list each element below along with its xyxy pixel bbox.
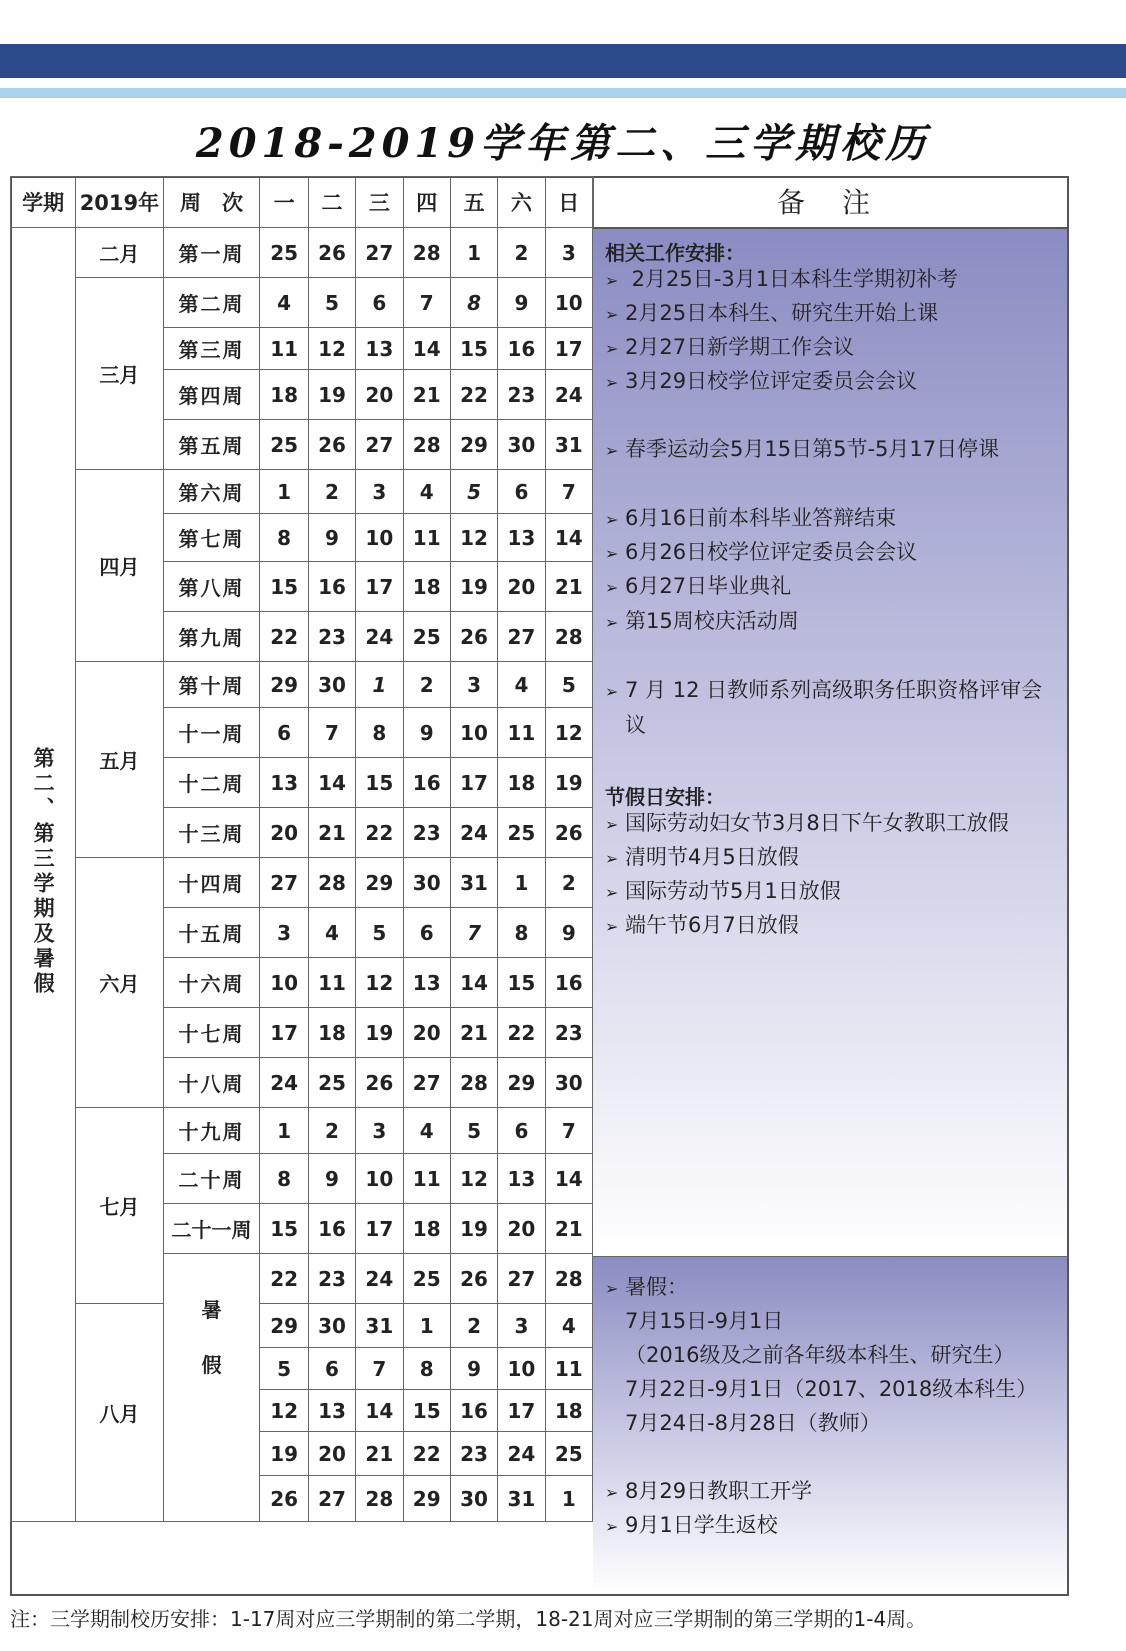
day-cell: 24 xyxy=(260,1058,308,1108)
arrow-icon: ➢ xyxy=(605,883,619,902)
week-label: 十一周 xyxy=(163,708,260,758)
day-cell: 23 xyxy=(308,612,355,662)
day-cell: 20 xyxy=(403,1008,450,1058)
day-cell: 12 xyxy=(545,708,592,758)
header-day-thu: 四 xyxy=(403,177,450,228)
day-cell: 21 xyxy=(545,562,592,612)
day-cell: 30 xyxy=(403,858,450,908)
day-cell: 8 xyxy=(498,908,545,958)
calendar-body xyxy=(11,228,593,1522)
header-day-sun: 日 xyxy=(545,177,592,228)
day-cell: 7 xyxy=(356,1348,403,1390)
day-cell: 14 xyxy=(403,328,450,370)
week-label: 第八周 xyxy=(163,562,260,612)
month-cell: 二月 xyxy=(76,228,163,278)
calendar-table xyxy=(10,176,593,1522)
day-cell: 27 xyxy=(356,228,403,278)
day-cell: 20 xyxy=(498,1204,545,1254)
week-label: 十五周 xyxy=(163,908,260,958)
day-cell: 10 xyxy=(545,278,592,328)
arrow-icon: ➢ xyxy=(605,1517,619,1536)
holiday-item: ➢ 清明节4月5日放假 xyxy=(605,845,799,869)
week-label: 十七周 xyxy=(163,1008,260,1058)
day-cell: 16 xyxy=(403,758,450,808)
day-cell: 20 xyxy=(498,562,545,612)
day-cell: 26 xyxy=(450,612,497,662)
header-day-mon: 一 xyxy=(260,177,308,228)
day-cell: 19 xyxy=(260,1432,308,1476)
day-cell: 17 xyxy=(356,562,403,612)
holiday-item: ➢ 国际劳动节5月1日放假 xyxy=(605,879,841,903)
day-cell: 28 xyxy=(545,1254,592,1304)
day-cell: 8 xyxy=(403,1348,450,1390)
work-item: ➢ 6月26日校学位评定委员会会议 xyxy=(605,540,918,564)
day-cell: 3 xyxy=(356,1108,403,1154)
day-cell: 10 xyxy=(356,1154,403,1204)
day-cell: 26 xyxy=(356,1058,403,1108)
day-cell: 6 xyxy=(403,908,450,958)
day-cell: 29 xyxy=(356,858,403,908)
day-cell: 29 xyxy=(498,1058,545,1108)
day-cell: 9 xyxy=(545,908,592,958)
day-cell: 10 xyxy=(356,514,403,562)
header-day-tue: 二 xyxy=(308,177,355,228)
day-cell: 19 xyxy=(545,758,592,808)
summer-cell xyxy=(163,1254,260,1522)
summer-label-1: 暑 xyxy=(201,1298,222,1322)
day-cell: 4 xyxy=(403,1108,450,1154)
day-cell: 1 xyxy=(403,1304,450,1348)
day-cell: 11 xyxy=(403,514,450,562)
remarks-panel-main xyxy=(593,229,1069,1257)
day-cell: 30 xyxy=(450,1476,497,1522)
day-cell: 6 xyxy=(308,1348,355,1390)
day-cell: 9 xyxy=(403,708,450,758)
week-label: 第二周 xyxy=(163,278,260,328)
day-cell: 1 xyxy=(260,470,308,514)
day-cell: 16 xyxy=(498,328,545,370)
day-cell: 31 xyxy=(498,1476,545,1522)
day-cell: 17 xyxy=(545,328,592,370)
day-cell: 3 xyxy=(545,228,592,278)
week-label: 二十周 xyxy=(163,1154,260,1204)
day-cell: 25 xyxy=(260,420,308,470)
day-cell: 13 xyxy=(356,328,403,370)
day-cell: 26 xyxy=(308,420,355,470)
arrow-icon: ➢ xyxy=(605,849,619,868)
day-cell: 4 xyxy=(260,278,308,328)
day-cell: 25 xyxy=(403,612,450,662)
work-item: ➢ 第15周校庆活动周 xyxy=(605,609,799,633)
day-cell: 26 xyxy=(545,808,592,858)
summer-item: ➢ 8月29日教职工开学 xyxy=(605,1479,813,1503)
day-cell: 21 xyxy=(450,1008,497,1058)
day-cell: 13 xyxy=(498,1154,545,1204)
day-cell: 16 xyxy=(308,1204,355,1254)
term-label: 第二、第三学期及暑假 xyxy=(31,747,56,997)
day-cell: 24 xyxy=(545,370,592,420)
arrow-icon: ➢ xyxy=(605,613,619,632)
day-cell: 10 xyxy=(450,708,497,758)
term-cell xyxy=(11,228,76,1522)
day-cell: 28 xyxy=(403,420,450,470)
week-row xyxy=(11,1108,593,1154)
day-cell: 22 xyxy=(260,612,308,662)
week-row xyxy=(11,662,593,708)
day-cell: 28 xyxy=(356,1476,403,1522)
week-label: 十八周 xyxy=(163,1058,260,1108)
day-cell: 30 xyxy=(545,1058,592,1108)
arrow-icon: ➢ xyxy=(605,917,619,936)
day-cell: 18 xyxy=(308,1008,355,1058)
day-cell: 25 xyxy=(260,228,308,278)
day-cell: 1 xyxy=(545,1476,592,1522)
week-row xyxy=(11,278,593,328)
day-cell: 15 xyxy=(356,758,403,808)
day-cell: 20 xyxy=(260,808,308,858)
arrow-icon: ➢ xyxy=(605,1483,619,1502)
day-cell: 1 xyxy=(260,1108,308,1154)
arrow-icon: ➢ xyxy=(605,682,619,701)
day-cell: 20 xyxy=(356,370,403,420)
day-cell: 13 xyxy=(260,758,308,808)
summer-item: ➢ 9月1日学生返校 xyxy=(605,1513,778,1537)
day-cell: 2 xyxy=(308,1108,355,1154)
day-cell: 23 xyxy=(450,1432,497,1476)
day-cell: 4 xyxy=(403,470,450,514)
header-week: 周 次 xyxy=(163,177,260,228)
day-cell: 12 xyxy=(450,1154,497,1204)
week-label: 十九周 xyxy=(163,1108,260,1154)
day-cell: 18 xyxy=(545,1390,592,1432)
day-cell: 14 xyxy=(545,514,592,562)
day-cell: 7 xyxy=(545,470,592,514)
day-cell: 22 xyxy=(356,808,403,858)
arrow-icon: ➢ xyxy=(605,339,619,358)
day-cell: 21 xyxy=(356,1432,403,1476)
top-light-band xyxy=(0,88,1126,98)
day-cell: 18 xyxy=(498,758,545,808)
month-cell: 七月 xyxy=(76,1108,163,1304)
day-cell: 1 xyxy=(498,858,545,908)
arrow-icon: ➢ xyxy=(605,305,619,324)
day-cell: 26 xyxy=(450,1254,497,1304)
week-label: 第九周 xyxy=(163,612,260,662)
day-cell: 13 xyxy=(403,958,450,1008)
day-cell: 25 xyxy=(545,1432,592,1476)
day-cell: 21 xyxy=(545,1204,592,1254)
summer-line: 7月24日-8月28日（教师） xyxy=(625,1411,881,1435)
week-label: 第十周 xyxy=(163,662,260,708)
week-label: 第七周 xyxy=(163,514,260,562)
day-cell: 4 xyxy=(498,662,545,708)
work-item: ➢ 6月16日前本科毕业答辩结束 xyxy=(605,506,897,530)
day-cell: 28 xyxy=(450,1058,497,1108)
day-cell: 23 xyxy=(498,370,545,420)
day-cell: 24 xyxy=(450,808,497,858)
day-cell: 5 xyxy=(356,908,403,958)
week-row xyxy=(11,228,593,278)
day-cell: 5 xyxy=(260,1348,308,1390)
day-cell: 17 xyxy=(356,1204,403,1254)
day-cell: 30 xyxy=(308,662,355,708)
day-cell: 17 xyxy=(450,758,497,808)
month-cell: 八月 xyxy=(76,1304,163,1522)
day-cell: 8 xyxy=(356,708,403,758)
week-row xyxy=(11,1304,593,1348)
arrow-icon: ➢ xyxy=(605,815,619,834)
week-label: 第五周 xyxy=(163,420,260,470)
work-item: ➢ 春季运动会5月15日第5节-5月17日停课 xyxy=(605,437,1000,461)
day-cell: 1 xyxy=(356,662,403,708)
day-cell: 28 xyxy=(545,612,592,662)
day-cell: 24 xyxy=(356,1254,403,1304)
day-cell: 27 xyxy=(356,420,403,470)
day-cell: 2 xyxy=(450,1304,497,1348)
holiday-item: ➢ 端午节6月7日放假 xyxy=(605,913,799,937)
arrow-icon: ➢ xyxy=(605,441,619,460)
week-label: 二十一周 xyxy=(163,1204,260,1254)
day-cell: 19 xyxy=(450,1204,497,1254)
day-cell: 9 xyxy=(308,514,355,562)
day-cell: 5 xyxy=(450,1108,497,1154)
day-cell: 26 xyxy=(260,1476,308,1522)
day-cell: 7 xyxy=(308,708,355,758)
day-cell: 14 xyxy=(450,958,497,1008)
day-cell: 14 xyxy=(356,1390,403,1432)
day-cell: 17 xyxy=(498,1390,545,1432)
day-cell: 1 xyxy=(450,228,497,278)
day-cell: 29 xyxy=(260,1304,308,1348)
arrow-icon: ➢ xyxy=(605,373,619,392)
day-cell: 2 xyxy=(498,228,545,278)
day-cell: 23 xyxy=(403,808,450,858)
day-cell: 11 xyxy=(403,1154,450,1204)
day-cell: 9 xyxy=(498,278,545,328)
day-cell: 15 xyxy=(260,1204,308,1254)
day-cell: 3 xyxy=(356,470,403,514)
header-day-wed: 三 xyxy=(356,177,403,228)
week-row xyxy=(11,470,593,514)
arrow-icon: ➢ xyxy=(605,1279,619,1298)
day-cell: 4 xyxy=(545,1304,592,1348)
day-cell: 3 xyxy=(450,662,497,708)
work-item-continued: 议 xyxy=(625,713,646,737)
day-cell: 29 xyxy=(260,662,308,708)
arrow-icon: ➢ xyxy=(605,544,619,563)
day-cell: 4 xyxy=(308,908,355,958)
remarks-header: 备 注 xyxy=(593,176,1069,229)
day-cell: 5 xyxy=(308,278,355,328)
day-cell: 7 xyxy=(545,1108,592,1154)
arrow-icon: ➢ xyxy=(605,578,619,597)
day-cell: 19 xyxy=(356,1008,403,1058)
day-cell: 22 xyxy=(260,1254,308,1304)
day-cell: 27 xyxy=(498,1254,545,1304)
day-cell: 18 xyxy=(260,370,308,420)
day-cell: 5 xyxy=(545,662,592,708)
day-cell: 15 xyxy=(450,328,497,370)
week-label: 十三周 xyxy=(163,808,260,858)
summer-line: （2016级及之前各年级本科生、研究生） xyxy=(625,1343,1015,1367)
day-cell: 12 xyxy=(450,514,497,562)
day-cell: 13 xyxy=(498,514,545,562)
day-cell: 31 xyxy=(450,858,497,908)
work-heading: 相关工作安排： xyxy=(605,241,745,265)
week-label: 第一周 xyxy=(163,228,260,278)
page-title: 2018-2019学年第二、三学期校历 xyxy=(195,120,931,167)
day-cell: 12 xyxy=(308,328,355,370)
work-item: ➢ 7 月 12 日教师系列高级职务任职资格评审会 xyxy=(605,678,1043,702)
day-cell: 28 xyxy=(403,228,450,278)
day-cell: 31 xyxy=(356,1304,403,1348)
day-cell: 13 xyxy=(308,1390,355,1432)
day-cell: 6 xyxy=(498,1108,545,1154)
day-cell: 19 xyxy=(450,562,497,612)
day-cell: 14 xyxy=(308,758,355,808)
header-day-sat: 六 xyxy=(498,177,545,228)
summer-line: 7月22日-9月1日（2017、2018级本科生） xyxy=(625,1377,1038,1401)
day-cell: 11 xyxy=(260,328,308,370)
day-cell: 20 xyxy=(308,1432,355,1476)
day-cell: 30 xyxy=(498,420,545,470)
day-cell: 8 xyxy=(450,278,497,328)
day-cell: 26 xyxy=(308,228,355,278)
day-cell: 7 xyxy=(450,908,497,958)
day-cell: 12 xyxy=(260,1390,308,1432)
day-cell: 18 xyxy=(403,562,450,612)
day-cell: 6 xyxy=(356,278,403,328)
day-cell: 22 xyxy=(498,1008,545,1058)
summer-label-2: 假 xyxy=(201,1353,222,1377)
day-cell: 25 xyxy=(498,808,545,858)
summer-item: ➢ 暑假： xyxy=(605,1275,688,1299)
week-row xyxy=(11,858,593,908)
day-cell: 24 xyxy=(356,612,403,662)
day-cell: 6 xyxy=(498,470,545,514)
day-cell: 19 xyxy=(308,370,355,420)
arrow-icon: ➢ xyxy=(605,271,619,290)
day-cell: 21 xyxy=(308,808,355,858)
day-cell: 21 xyxy=(403,370,450,420)
work-item: ➢ 2月25日本科生、研究生开始上课 xyxy=(605,301,939,325)
day-cell: 22 xyxy=(450,370,497,420)
day-cell: 15 xyxy=(260,562,308,612)
work-item: ➢ 3月29日校学位评定委员会会议 xyxy=(605,369,918,393)
header-row xyxy=(11,177,593,228)
week-label: 十六周 xyxy=(163,958,260,1008)
day-cell: 27 xyxy=(403,1058,450,1108)
work-item: ➢ 2月25日-3月1日本科生学期初补考 xyxy=(605,267,959,291)
week-label: 第四周 xyxy=(163,370,260,420)
day-cell: 2 xyxy=(545,858,592,908)
day-cell: 2 xyxy=(403,662,450,708)
top-dark-band xyxy=(0,44,1126,78)
day-cell: 7 xyxy=(403,278,450,328)
day-cell: 25 xyxy=(308,1058,355,1108)
day-cell: 18 xyxy=(403,1204,450,1254)
week-label: 第三周 xyxy=(163,328,260,370)
arrow-icon: ➢ xyxy=(605,510,619,529)
day-cell: 16 xyxy=(308,562,355,612)
day-cell: 31 xyxy=(545,420,592,470)
day-cell: 11 xyxy=(545,1348,592,1390)
day-cell: 14 xyxy=(545,1154,592,1204)
footnote: 注：三学期制校历安排：1-17周对应三学期制的第二学期，18-21周对应三学期制的第三学期的1-4周。 xyxy=(10,1607,927,1631)
day-cell: 3 xyxy=(498,1304,545,1348)
remarks-panel-summer xyxy=(593,1257,1069,1596)
day-cell: 11 xyxy=(498,708,545,758)
week-label: 十二周 xyxy=(163,758,260,808)
holiday-heading: 节假日安排： xyxy=(605,785,725,809)
day-cell: 17 xyxy=(260,1008,308,1058)
day-cell: 5 xyxy=(450,470,497,514)
week-label: 第六周 xyxy=(163,470,260,514)
day-cell: 10 xyxy=(260,958,308,1008)
header-day-fri: 五 xyxy=(450,177,497,228)
day-cell: 16 xyxy=(450,1390,497,1432)
day-cell: 23 xyxy=(308,1254,355,1304)
day-cell: 8 xyxy=(260,514,308,562)
day-cell: 29 xyxy=(403,1476,450,1522)
day-cell: 9 xyxy=(450,1348,497,1390)
day-cell: 15 xyxy=(403,1390,450,1432)
day-cell: 6 xyxy=(260,708,308,758)
summer-line: 7月15日-9月1日 xyxy=(625,1309,784,1333)
header-year: 2019年 xyxy=(76,177,163,228)
week-label: 十四周 xyxy=(163,858,260,908)
month-cell: 四月 xyxy=(76,470,163,662)
day-cell: 27 xyxy=(260,858,308,908)
day-cell: 2 xyxy=(308,470,355,514)
day-cell: 27 xyxy=(498,612,545,662)
day-cell: 11 xyxy=(308,958,355,1008)
day-cell: 10 xyxy=(498,1348,545,1390)
header-term: 学期 xyxy=(11,177,76,228)
day-cell: 25 xyxy=(403,1254,450,1304)
day-cell: 12 xyxy=(356,958,403,1008)
month-cell: 三月 xyxy=(76,278,163,470)
day-cell: 27 xyxy=(308,1476,355,1522)
day-cell: 29 xyxy=(450,420,497,470)
day-cell: 16 xyxy=(545,958,592,1008)
day-cell: 9 xyxy=(308,1154,355,1204)
day-cell: 3 xyxy=(260,908,308,958)
holiday-item: ➢ 国际劳动妇女节3月8日下午女教职工放假 xyxy=(605,811,1009,835)
month-cell: 五月 xyxy=(76,662,163,858)
month-cell: 六月 xyxy=(76,858,163,1108)
day-cell: 15 xyxy=(498,958,545,1008)
day-cell: 22 xyxy=(403,1432,450,1476)
day-cell: 23 xyxy=(545,1008,592,1058)
work-item: ➢ 2月27日新学期工作会议 xyxy=(605,335,855,359)
day-cell: 8 xyxy=(260,1154,308,1204)
day-cell: 24 xyxy=(498,1432,545,1476)
day-cell: 30 xyxy=(308,1304,355,1348)
work-item: ➢ 6月27日毕业典礼 xyxy=(605,574,792,598)
day-cell: 28 xyxy=(308,858,355,908)
